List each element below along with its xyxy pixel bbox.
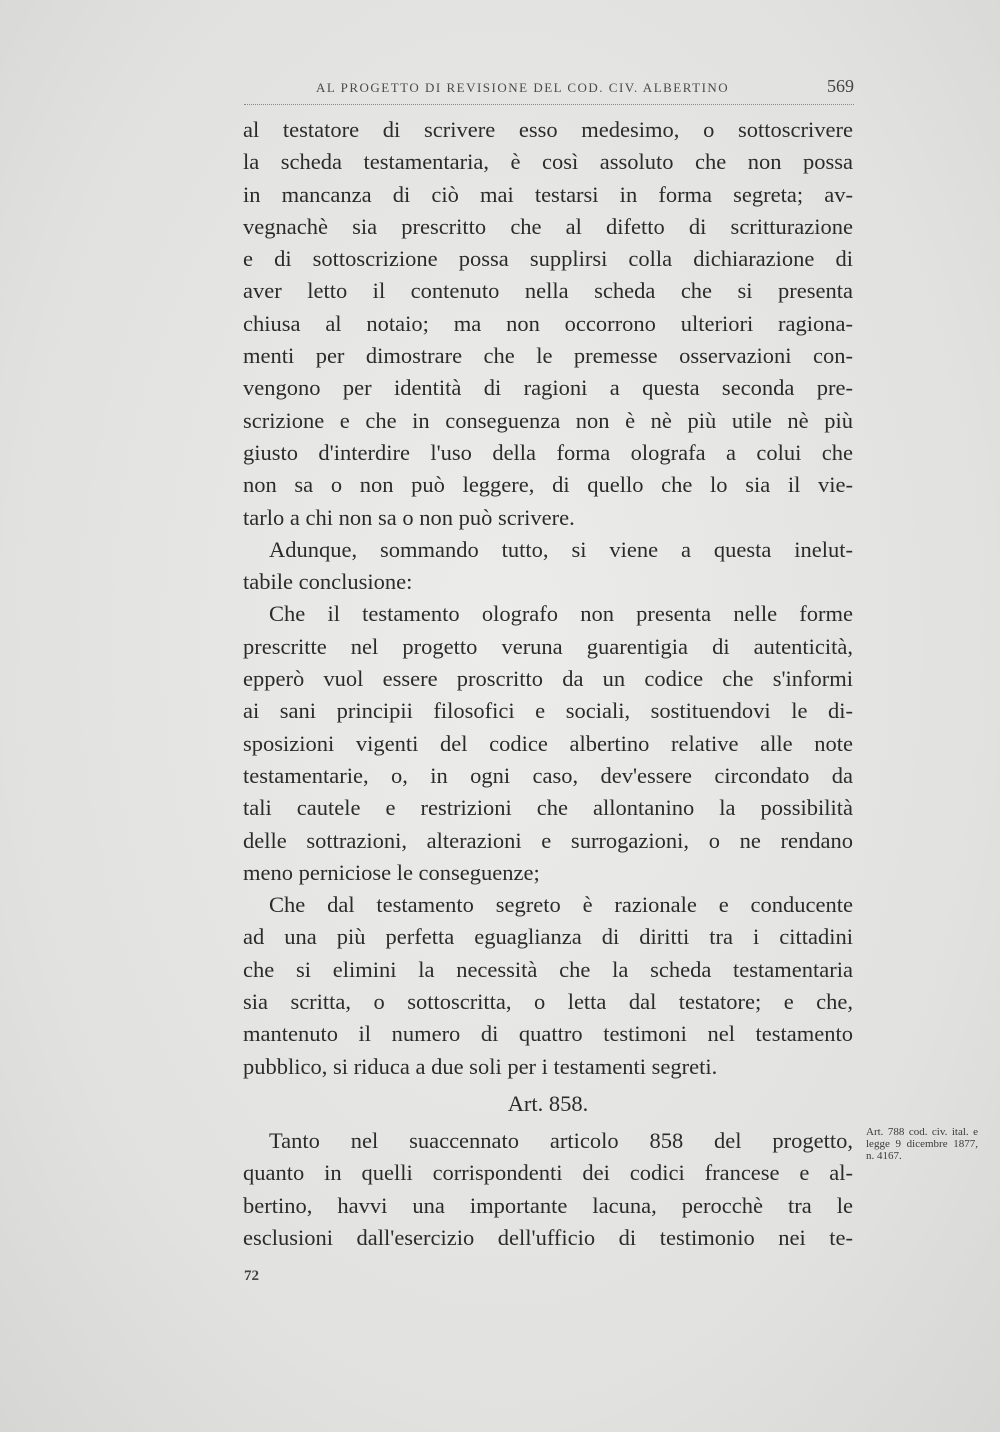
text-line: menti per dimostrare che le premesse osservazioni con- xyxy=(243,343,853,369)
text-line: e di sottoscrizione possa supplirsi colla dichiarazione di xyxy=(243,246,853,272)
text-line: mantenuto il numero di quattro testimoni nel testamento xyxy=(243,1021,853,1047)
text-line: chiusa al notaio; ma non occorrono ulteriori ragiona- xyxy=(243,310,853,336)
page-header xyxy=(244,76,854,97)
text-line: vegnachè sia prescritto che al difetto di scritturazione xyxy=(243,213,853,239)
text-line: sia scritta, o sottoscritta, o letta dal testatore; e che, xyxy=(243,989,853,1015)
text-line: ai sani principii filosofici e sociali, sostituendovi le di- xyxy=(243,698,853,724)
text-line: non sa o non può leggere, di quello che lo sia il vie- xyxy=(243,472,853,498)
signature-mark: 72 xyxy=(244,1268,259,1284)
text-line: bertino, havvi una importante lacuna, perocchè tra le xyxy=(243,1192,853,1218)
margin-note: Art. 788 cod. civ. ital. e legge 9 dicembre 1877, n. 4167. xyxy=(866,1126,978,1162)
text-line: delle sottrazioni, alterazioni e surrogazioni, o ne rendano xyxy=(243,827,853,853)
text-line: epperò vuol essere proscritto da un codice che s'informi xyxy=(243,666,853,692)
text-line: ad una più perfetta eguaglianza di diritti tra i cittadini xyxy=(243,924,853,950)
text-line: testamentarie, o, in ogni caso, dev'essere circondato da xyxy=(243,762,853,788)
text-line: esclusioni dall'esercizio dell'ufficio di testimonio nei te- xyxy=(243,1224,853,1250)
text-line: tarlo a chi non sa o non può scrivere. xyxy=(243,504,575,530)
text-line: in mancanza di ciò mai testarsi in forma segreta; av- xyxy=(243,181,853,207)
text-line: prescritte nel progetto veruna guarentigia di autenticità, xyxy=(243,633,853,659)
text-line: tabile conclusione: xyxy=(243,569,413,595)
text-line: Adunque, sommando tutto, si viene a questa inelut- xyxy=(269,536,853,562)
text-line: tali cautele e restrizioni che allontanino la possibilità xyxy=(243,795,853,821)
text-line: meno perniciose le conseguenze; xyxy=(243,859,540,885)
text-line: Tanto nel suaccennato articolo 858 del progetto, xyxy=(269,1128,853,1153)
text-line: scrizione e che in conseguenza non è nè più utile nè più xyxy=(243,407,853,433)
article-text xyxy=(243,1125,853,1254)
header-rule xyxy=(244,104,854,105)
text-line: pubblico, si riduca a due soli per i testamenti segreti. xyxy=(243,1053,718,1079)
text-line: giusto d'interdire l'uso della forma olografa a colui che xyxy=(243,439,853,465)
text-line: vengono per identità di ragioni a questa seconda pre- xyxy=(243,375,853,401)
main-text xyxy=(243,114,853,1083)
text-line: la scheda testamentaria, è così assoluto che non possa xyxy=(243,149,853,175)
text-line: sposizioni vigenti del codice albertino relative alle note xyxy=(243,730,853,756)
running-head: AL PROGETTO DI REVISIONE DEL COD. CIV. ALBERTINO xyxy=(316,80,730,95)
text-line: Che dal testamento segreto è razionale e conducente xyxy=(269,892,853,918)
text-line: quanto in quelli corrispondenti dei codici francese e al- xyxy=(243,1160,853,1186)
text-line: al testatore di scrivere esso medesimo, o sottoscrivere xyxy=(243,117,853,142)
page-number: 569 xyxy=(827,76,854,96)
article-heading: Art. 858. xyxy=(507,1091,589,1116)
text-line: che si elimini la necessità che la scheda testamentaria xyxy=(243,956,853,982)
text-line: aver letto il contenuto nella scheda che si presenta xyxy=(243,278,853,304)
text-line: Che il testamento olografo non presenta nelle forme xyxy=(269,601,853,627)
